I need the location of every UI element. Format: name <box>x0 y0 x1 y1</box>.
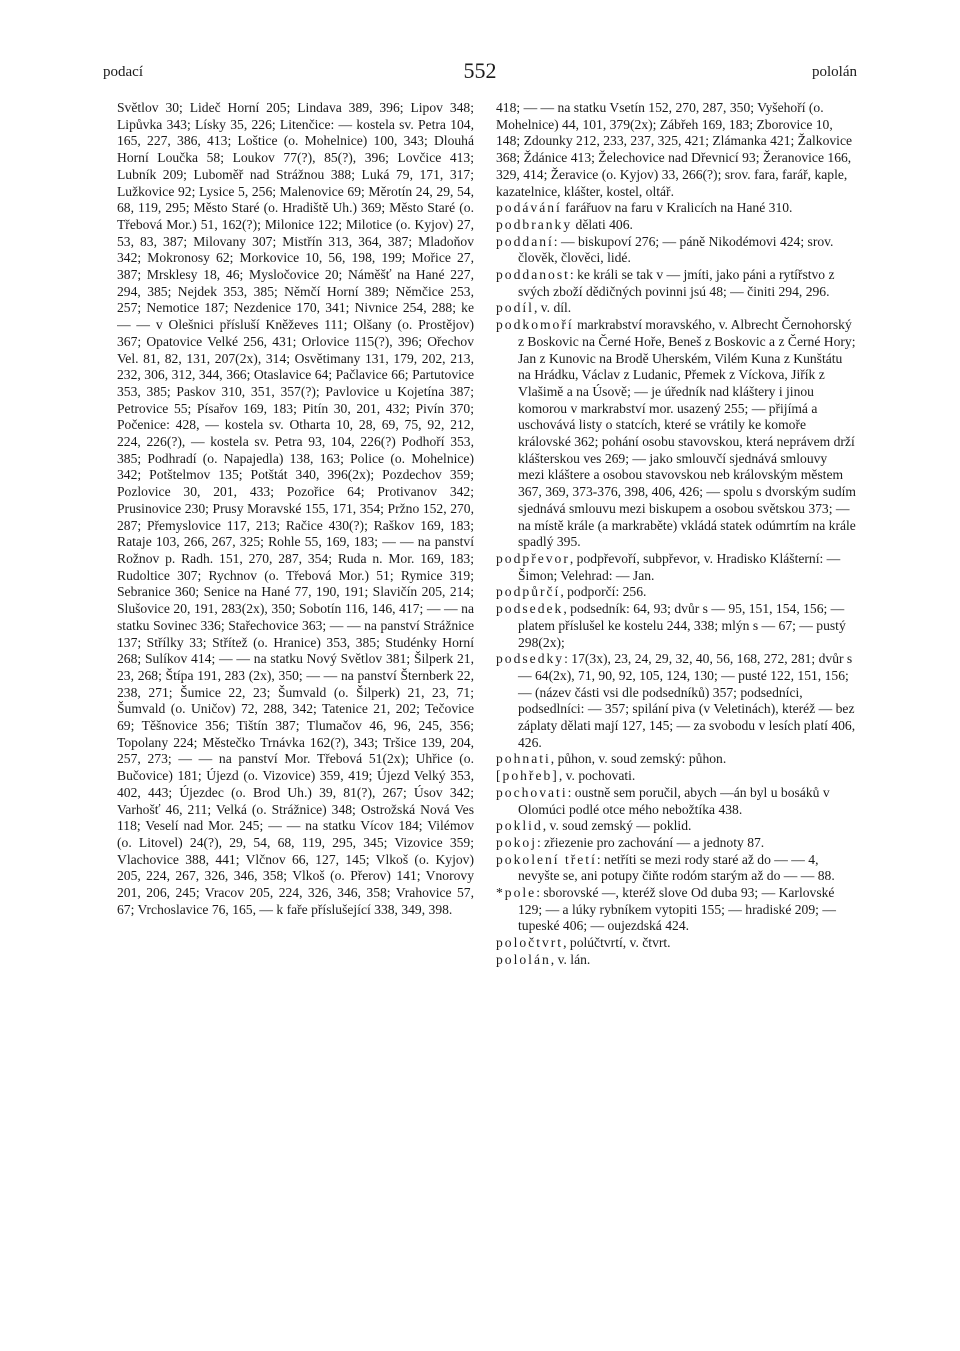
index-entry <box>496 818 856 835</box>
entry-headword: podkomoří <box>496 317 574 333</box>
index-entry <box>496 835 856 852</box>
entry-text: : netříti se mezi rody staré až do — — 4, nevyšte se, ani potupy čiňte rodóm starým až do — — 88. <box>518 851 835 884</box>
entry-headword: podbranky <box>496 216 573 232</box>
entry-text: : sborovské —, kteréž slove Od duba 93; — Karlovské 129; — a lúky rybníkem vytopiti 155; — hradiské 209; — tupeské 406; — oujezdská 424. <box>518 885 836 934</box>
index-entry <box>496 785 856 818</box>
index-entry <box>496 852 856 885</box>
index-entry <box>496 601 856 651</box>
index-entry <box>496 234 856 267</box>
left-column <box>117 100 474 918</box>
index-entry <box>496 651 856 751</box>
entry-headword: poddanost <box>496 267 570 283</box>
running-head-left: podací <box>103 64 143 80</box>
entry-headword: pohnati <box>496 751 551 767</box>
running-head-right: pololán <box>812 64 857 80</box>
entry-headword: *pole <box>496 885 537 901</box>
entry-headword: pololán <box>496 951 551 967</box>
index-entry <box>496 267 856 300</box>
entry-headword: [pohřeb] <box>496 768 559 784</box>
entry-text: , podporčí: 256. <box>560 584 647 600</box>
index-entry <box>496 300 856 317</box>
entry-text: , polúčtvrtí, v. čtvrt. <box>563 935 671 951</box>
entry-text: farářuov na faru v Kralicích na Hané 310. <box>561 200 793 216</box>
page-number: 552 <box>463 58 497 83</box>
entry-text: , v. díl. <box>533 300 572 316</box>
entry-text: markrabství moravského, v. Albrecht Černohorský z Boskovic na Černé Hoře, Beneš z Boskovic a z Černé Hory; Jan z Kunovic na Brodě Uherském, Vilém Kuna z Kunštátu na Hrádku, Václav z Ludanic, Přemek z Víckova, Jiřík z Vlašimě a na Úsově; — je úředník nad kláštery i jinou komorou v markrabství mor. usazený 255; — přijímá a uschovává listy o statcích, které se vrátily ke komoře královské 362; pohání osobu stavovskou, která neprávem drží klášterskou ves 269; — jako smlouvčí sjednává smlouvy mezi kláštere a osobou stavovskou neb královským městem 367, 369, 373-376, 398, 406, 426; — spolu s dvorským sudím sjednává smlouvu mezi biskupem a osobou světskou 373; — na místě krále (a markraběte) vkládá statek odúmrtím na krále spadlý 395. <box>518 317 856 550</box>
index-entry <box>496 551 856 584</box>
place-index-continuation: Světlov 30; Lideč Horní 205; Lindava 389, 396; Lipov 348; Lipůvka 343; Lísky 35, 226; Litenčice: — kostela sv. Petra 104, 165, 227, 386, 413; Loštice (o. Mohelnice) 100, 343; Dlouhá Horní Loučka 58; Loukov 77(?), 85(?), 396; Lovčice 413; Lubník 209; Luboměř nad Strážnou 388; Luká 79, 171, 317; Lužkovice 92; Lysice 5, 256; Malenovice 69; Měrotín 24, 29, 54, 68, 119, 295; Město Staré (o. Hradiště Uh.) 369; Město Staré (o. Třebová Mor.) 51, 162(?); Milonice 122; Milotice (o. Kyjov) 27, 53, 83, 387; Milovany 307; Mistřín 313, 364, 387; Mladoňov 342; Mokronosy 62; Morkovice 10, 56, 198, 199; Mořice 27, 387; Mrsklesy 18, 46; Mysločovice 20; Náměšť na Hané 227, 294, 385; Nejdek 353, 385; Němčí Horní 389; Němčice 253, 257; Nemotice 187; Nezdenice 170, 341; Nivnice 254, 288; ke — — v Olešnici přísluší Kněževes 111; Olšany (o. Prostějov) 367; Opatovice Velké 256, 431; Orlovice 115(?), 396; Ořechov Vel. 81, 82, 131, 207(2x), 314; Osvětimany 131, 179, 202, 213, 232, 306, 312, 344, 366; Otaslavice 64; Pačlavice 66; Partutovice 353, 385; Paskov 310, 351, 357(?); Pavlovice u Kojetína 387; Petrovice 55; Písařov 169, 183; Pitín 30, 201, 432; Pivín 370; Počenice: 428, — kostela sv. Otharta 10, 28, 69, 75, 92, 212, 224, 226(?), — kostela sv. Petra 93, 104, 226(?) Podhoří 353, 385; Podhradí (o. Napajedla) 138, 163; Police (o. Mohelnice) 342; Potštelmov 135; Potštát 340, 396(2x); Pozdechov 359; Pozlovice 30, 201, 433; Pozořice 64; Protivanov 342; Prusinovice 230; Prusy Moravské 155, 171, 354; Pržno 152, 270, 287; Přemyslovice 117, 213; Račice 430(?); Raškov 169, 183; Rataje 103, 266, 267, 325; Rohle 55, 169, 183; — — na panství Rožnov p. Radh. 151, 270, 287, 354; Ruda n. Mor. 169, 183; Rudoltice 307; Rychnov (o. Třebová Mor.) 51; Rymice 319; Sebranice 360; Senice na Hané 77, 190, 191; Slavičín 205, 214; Slušovice 20, 191, 283(2x), 350; Sobotín 116, 146, 417; — — na statku Sovinec 336; Stařechovice 363; — — na panství Strážnice 137; Střílky 33; Střítež (o. Hranice) 353, 385; Studénky Horní 268; Sulíkov 414; — — na statku Nový Světlov 381; Šilperk 21, 23, 268; Štípa 191, 283 (2x), 350; — — na panství Šternberk 22, 238, 271; Šumice 22, 23; Šumvald (o. Šilperk) 21, 23, 71; Šumvald (o. Uničov) 72, 288, 342; Tatenice 21, 202; Tečovice 69; Těšnovice 356; Tištín 387; Tlumačov 46, 96, 245, 356; Topolany 224; Městečko Trnávka 162(?), 343; Tršice 139, 204, 257, 273; — — na panství Mor. Třebová 51(2x); Uhřice (o. Bučovice) 181; Újezd (o. Vizovice) 359, 419; Újezd Velký 353, 402, 443; Újezdec (o. Brod Uh.) 39, 81(?), 267; Úsov 342; Varhošť 46, 211; Velká (o. Strážnice) 348; Ostrožská Nová Ves 118; Veselí nad Mor. 245; — — na statku Vícov 184; Vilémov (o. Litovel) 24(?), 29, 54, 68, 119, 295, 345; Vizovice 359; Vlachovice 388, 441; Vlčnov 66, 127, 145; Vlkoš (o. Kyjov) 205, 224, 267, 326, 346, 358; Vlkoš (o. Přerov) 141; Vnorovy 201, 206, 245; Vracov 205, 224, 326, 346, 358; Vrahovice 57, 67; Vrchoslavice 76, 165, — k faře příslušející 338, 349, 398. <box>117 100 474 917</box>
index-entry <box>496 317 856 551</box>
entry-headword: podsedek <box>496 601 564 617</box>
entry-headword: pokolení třetí <box>496 851 597 867</box>
entry-text: dělati 406. <box>572 216 633 232</box>
index-entry <box>496 935 856 952</box>
entry-text: : ke králi se tak v — jmíti, jako páni a rytířstvo z svých zboží dědičných povinni jsú 48; — činiti 294, 296. <box>518 267 835 299</box>
entry-headword: podsedky <box>496 651 565 667</box>
entry-headword: pochovati <box>496 784 568 800</box>
entry-text: : 17(3x), 23, 24, 29, 32, 40, 56, 168, 272, 281; dvůr s — 64(2x), 71, 90, 92, 105, 124, 130; — pusté 122, 151, 156; — (název části vsi dle podsedníků) 357; podsedníci, podsedlníci: — 357; spilání piva (v Veletinách), kteréž — bez záplaty dělati mají 127, 145; — za svobodu v lesích platí 406, 426. <box>518 651 856 750</box>
entry-headword: podpůrčí <box>496 584 561 600</box>
index-entry <box>496 885 856 935</box>
entry-text: , v. pochovati. <box>558 768 636 784</box>
page-header <box>103 58 857 94</box>
right-column <box>496 100 856 969</box>
index-entry <box>496 751 856 768</box>
entry-headword: poddaní <box>496 233 554 249</box>
entry-headword: poklid <box>496 818 543 834</box>
entry-headword: podíl <box>496 300 534 316</box>
entry-headword: podpřevor <box>496 550 570 566</box>
index-entry <box>496 768 856 785</box>
entry-headword: poločtvrt <box>496 935 564 951</box>
entry-text: : — biskupoví 276; — páně Nikodémovi 424; srov. člověk, člověci, lidé. <box>518 233 834 266</box>
index-entry <box>496 584 856 601</box>
index-entry <box>496 217 856 234</box>
entry-text: , půhon, v. soud zemský: půhon. <box>550 751 727 767</box>
entry-headword: pokoj <box>496 834 537 850</box>
index-entry <box>496 200 856 217</box>
index-entry <box>496 952 856 969</box>
entry-text: : oustně sem poručil, abych —án byl u bosáků v Olomúci podlé otce mého nebožtíka 438. <box>518 784 830 817</box>
entry-continuation: 418; — — na statku Vsetín 152, 270, 287, 350; Vyšehoří (o. Mohelnice) 44, 101, 379(2x); Zábřeh 169, 183; Zborovice 10, 148; Zdounky 212, 233, 237, 325, 421; Zlámanka 421; Žalkovice 368; Ždánice 413; Želechovice nad Dřevnicí 93; Žeranovice 166, 329, 414; Žeravice (o. Kyjov) 33, 266(?); srov. fara, farář, kaple, kazatelnice, klášter, kostel, oltář. <box>496 100 853 199</box>
entry-text: : zřiezenie pro zachování — a jednoty 87. <box>536 834 765 850</box>
entry-text: , podsedník: 64, 93; dvůr s — 95, 151, 154, 156; — platem příslušel ke kostelu 244, 338; mlýn s — 67; — pustý 298(2x); <box>518 601 846 650</box>
entry-headword: podávání <box>496 200 562 216</box>
entry-text: , v. soud zemský — poklid. <box>542 818 692 834</box>
entry-text: , v. lán. <box>550 951 591 967</box>
entry-text: , podpřevoří, subpřevor, v. Hradisko Klášterní: — Šimon; Velehrad: — Jan. <box>518 550 841 583</box>
